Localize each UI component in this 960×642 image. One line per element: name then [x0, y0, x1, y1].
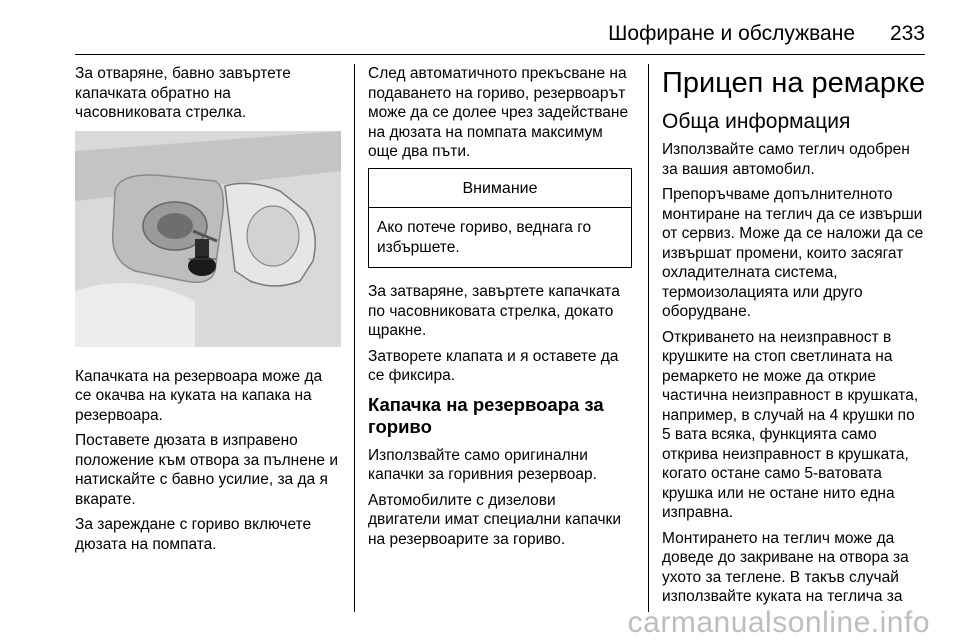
- column-2: [368, 64, 632, 555]
- paragraph: За затваряне, завъртете капачката по часовниковата стрелка, докато щракне.: [368, 283, 620, 339]
- paragraph: За зареждане с гориво включете дюзата на помпата.: [75, 516, 312, 553]
- subheading: Капачка на резервоара за гориво: [368, 393, 604, 437]
- warning-box: [368, 168, 632, 269]
- watermark: carmanualsonline.info: [627, 606, 930, 639]
- paragraph: Препоръчваме допълнителното монтиране на теглич да се извърши от сервиз. Може да се наложи да се извършат промени, които засягат охладителната система, термоизолацията или друго оборудване.: [662, 186, 924, 320]
- paragraph: Автомобилите с дизелови двигатели имат специални капачки на резервоарите за гориво.: [368, 491, 621, 548]
- warning-text: Ако потече гориво, веднага го избършете.: [377, 219, 592, 256]
- paragraph: Използвайте само теглич одобрен за вашия автомобил.: [662, 141, 910, 178]
- column-1: [75, 64, 341, 560]
- paragraph: Откриването на неизправност в крушките на стоп светлината на ремаркето не може да открие частична неизправност в крушката, например, в случай на 4 крушки по 5 вата всяка, функцията само открива неизправност в крушката, когато остане само 5-ватовата крушка или не остане нито една изправна.: [662, 328, 919, 521]
- paragraph: Капачката на резервоара може да се окачва на куката на капака на резервоара.: [75, 367, 323, 424]
- section-title: Прицеп на ремарке: [662, 67, 926, 99]
- fuel-filler-image: [75, 131, 341, 347]
- header-divider: [75, 54, 925, 55]
- warning-title: Внимание: [369, 169, 631, 209]
- column-divider-1: [354, 64, 355, 612]
- page-header: [0, 0, 960, 56]
- column-3: [662, 64, 926, 613]
- paragraph: След автоматичното прекъсване на подаването на гориво, резервоарът може да се долее чрез задействане на дюзата на помпата максимум още два пъти.: [368, 65, 629, 160]
- paragraph: Затворете клапата и я оставете да се фиксира.: [368, 347, 619, 384]
- column-divider-2: [648, 64, 649, 612]
- section-subtitle: Обща информация: [662, 110, 851, 133]
- page-number: 233: [889, 22, 925, 45]
- paragraph: Поставете дюзата в изправено положение към отвора за пълнене и натискайте с бавно усилие, за да я вкарате.: [75, 432, 338, 508]
- fuel-cap-illustration: [75, 131, 341, 347]
- paragraph: Използвайте само оригинални капачки за горивния резервоар.: [368, 446, 597, 483]
- paragraph: За отваряне, бавно завъртете капачката обратно на часовниковата стрелка.: [75, 65, 291, 121]
- chapter-title: Шофиране и обслужване: [608, 22, 855, 45]
- paragraph: Монтирането на теглич може да доведе до закриване на отвора за ухото за теглене. В такъв случай използвайте куката на теглича за: [662, 529, 909, 605]
